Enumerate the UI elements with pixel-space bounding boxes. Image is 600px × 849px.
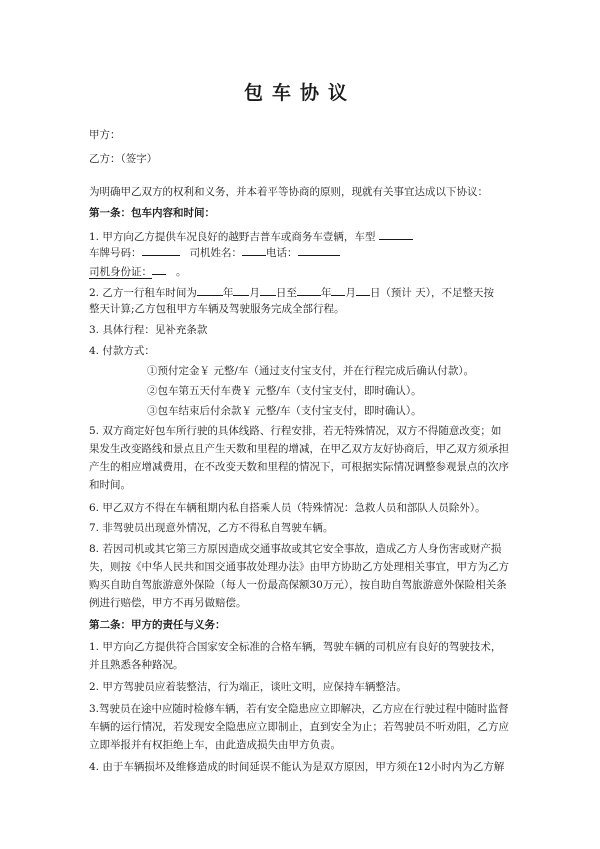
clause-8-line-1: 8. 若因司机或其它第三方原因造成交通事故或其它安全事故，造成乙方人身伤害或财产损: [89, 543, 502, 555]
clause-5-line-4: 和时间。: [89, 479, 131, 491]
clause-5-line-1: 5. 双方商定好包车所行驶的具体线路、行程安排，若无特殊情况，双方不得随意改变；如: [89, 425, 502, 437]
clause-1-line: [89, 229, 519, 244]
clause-1-plate-line: [89, 245, 519, 260]
clause-5-line-2: 果发生改变路线和景点且产生天数和里程的增减，在甲乙双方友好协商后，甲乙双方须承担: [89, 443, 509, 455]
clause-3: 3. 具体行程：见补充条款: [89, 324, 208, 336]
end-year-blank: [297, 285, 321, 296]
end-month-label: 月: [345, 287, 356, 299]
party-a-line: 甲方：: [89, 129, 121, 141]
phone-label: 电话：: [266, 247, 298, 259]
driver-id-label: 司机身份证：: [89, 266, 152, 278]
start-day-blank: [260, 285, 276, 296]
clause-1-text: 1. 甲方向乙方提供车况良好的越野吉普车或商务车壹辆，车型: [89, 231, 376, 243]
payment-deposit: ①预付定金￥ 元整/车（通过支付宝支付，并在行程完成后确认付款）。: [147, 365, 475, 377]
payment-day-five: ②包车第五天付车费￥ 元整/车（支付宝支付，即时确认）。: [147, 385, 422, 397]
section-1-heading: 第一条：包车内容和时间：: [89, 207, 215, 219]
car-model-blank: [379, 229, 413, 240]
duty-1-line-2: 并且熟悉各种路况。: [89, 659, 184, 671]
end-year-label: 年: [320, 287, 332, 299]
duty-3-line-2: 车辆的运行情况，若发现安全隐患应立即制止，直到安全为止；若驾驶员不听劝阻，乙方应: [89, 721, 509, 733]
plate-blank: [142, 245, 180, 256]
start-day-to-label: 日至: [275, 287, 297, 299]
duty-3-line-3: 立即举报并有权拒绝上车，由此造成损失由甲方负责。: [89, 739, 341, 751]
clause-7: 7. 非驾驶员出现意外情况，乙方不得私自驾驶车辆。: [89, 522, 334, 534]
driver-id-blank: [152, 264, 166, 275]
start-year-label: 年: [222, 287, 234, 299]
duty-1-line-1: 1. 甲方向乙方提供符合国家安全标准的合格车辆，驾驶车辆的司机应有良好的驾驶技术，: [89, 641, 502, 653]
clause-8-line-4: 例进行赔偿，甲方不再另做赔偿。: [89, 597, 247, 609]
plate-label: 车牌号码：: [89, 247, 142, 259]
duty-2: 2. 甲方驾驶员应着装整洁，行为端正，谈吐文明，应保持车辆整洁。: [89, 681, 407, 693]
clause-8-line-2: 失，则按《中华人民共和国交通事故处理办法》由甲方协助乙方处理相关事宜，甲方为乙方: [89, 561, 509, 573]
start-month-blank: [233, 285, 249, 296]
start-year-blank: [197, 285, 223, 296]
end-day-blank: [356, 285, 370, 296]
intro-paragraph: 为明确甲乙双方的权利和义务，并本着平等协商的原则，现就有关事宜达成以下协议：: [89, 186, 488, 198]
driver-blank: [242, 245, 266, 256]
start-month-label: 月: [249, 287, 260, 299]
end-day-label: 日（预计 天），不足整天按: [369, 287, 494, 299]
end-month-blank: [331, 285, 345, 296]
phone-blank: [298, 245, 340, 256]
rental-period-label: 2. 乙方一行租车时间为: [89, 287, 197, 299]
clause-2-line-2: 整天计算;乙方包租甲方车辆及驾驶服务完成全部行程。: [89, 303, 345, 315]
clause-2-line-1: [89, 285, 519, 300]
payment-balance: ③包车结束后付余款￥ 元整/车（支付宝支付，即时确认）。: [147, 405, 422, 417]
section-2-heading: 第二条：甲方的责任与义务：: [89, 619, 226, 631]
clause-6: 6. 甲乙双方不得在车辆租期内私自搭乘人员（特殊情况：急救人员和部队人员除外）。: [89, 502, 486, 514]
party-b-line: 乙方：（签字）: [89, 153, 158, 165]
clause-4: 4. 付款方式：: [89, 345, 155, 357]
duty-4-line-1: 4. 由于车辆损坏及维修造成的时间延误不能认为是双方原因，甲方须在12小时内为乙方解: [89, 761, 505, 773]
duty-3-line-1: 3.驾驶员在途中应随时检修车辆，若有安全隐患应立即解决，乙方应在行驶过程中随时监督: [89, 703, 509, 715]
driver-label: 司机姓名：: [189, 247, 243, 259]
driver-id-end: 。: [176, 266, 187, 278]
clause-5-line-3: 产生的相应增减费用，在不改变天数和里程的情况下，可根据实际情况调整参观景点的次序: [89, 461, 509, 473]
clause-1-id-line: [89, 264, 519, 279]
clause-8-line-3: 购买自助自驾旅游意外保险（每人一份最高保额30万元），按自助自驾旅游意外保险相关条: [89, 579, 507, 591]
page-title: 包车协议: [243, 82, 356, 104]
